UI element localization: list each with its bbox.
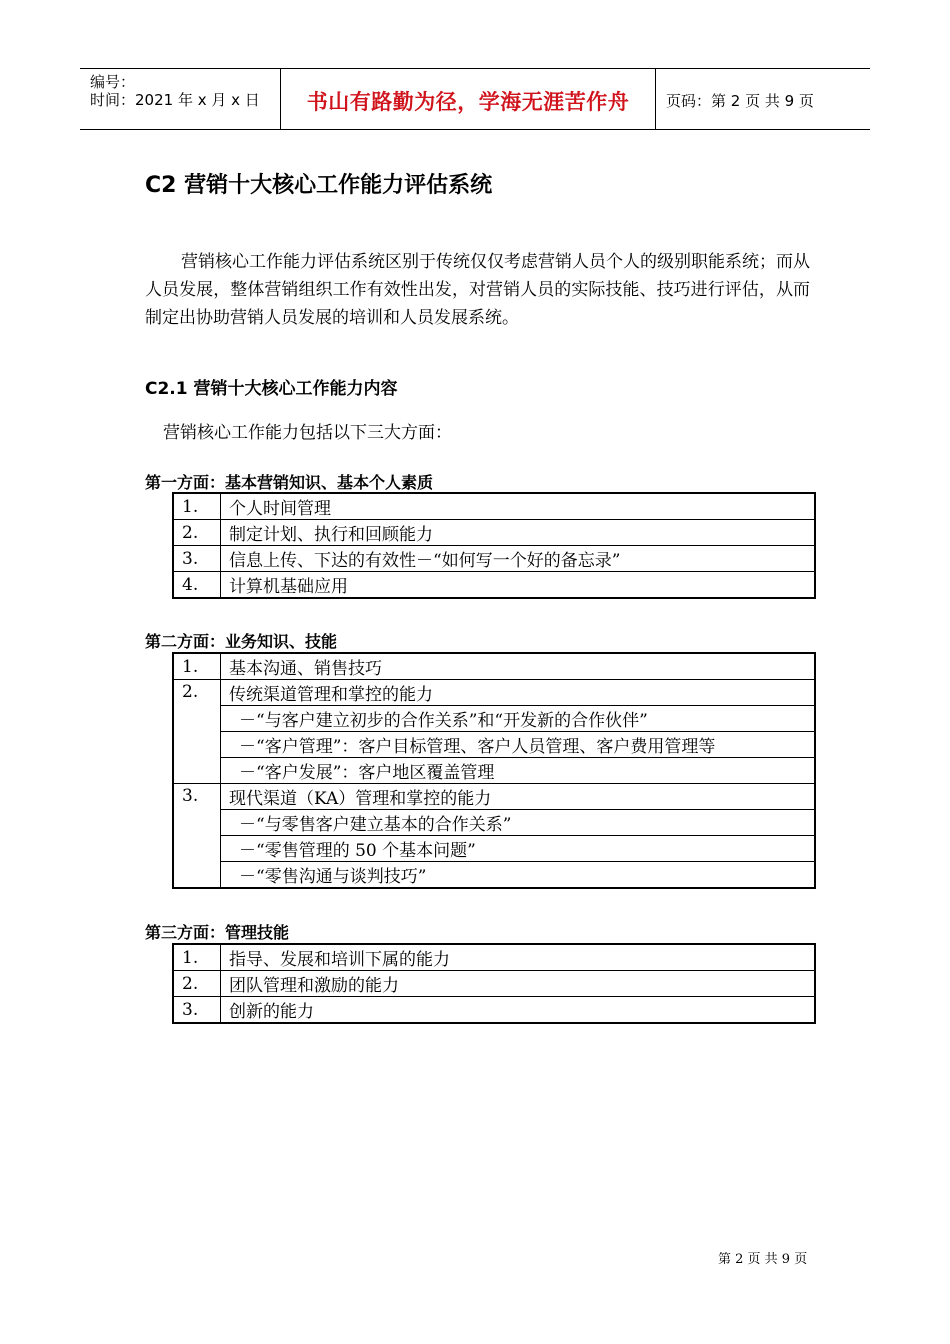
aspect1-table bbox=[172, 492, 816, 599]
row-number: 1. bbox=[173, 493, 221, 520]
table-subrow bbox=[173, 732, 815, 758]
table-subrow bbox=[173, 758, 815, 784]
table-subrow bbox=[173, 836, 815, 862]
subrow-text: －“零售沟通与谈判技巧” bbox=[221, 862, 816, 889]
aspect2-table bbox=[172, 652, 816, 889]
table-subrow bbox=[173, 862, 815, 889]
row-number: 2. bbox=[173, 971, 221, 997]
aspect1-heading: 第一方面：基本营销知识、基本个人素质 bbox=[145, 473, 434, 492]
row-text: 制定计划、执行和回顾能力 bbox=[221, 520, 816, 546]
table-row bbox=[173, 546, 815, 572]
motto-text: 书山有路勤为径，学海无涯苦作舟 bbox=[306, 90, 630, 114]
header-meta-cell bbox=[80, 69, 280, 129]
page-header bbox=[80, 68, 870, 130]
aspect3-heading: 第三方面：管理技能 bbox=[145, 923, 290, 942]
aspect3-table bbox=[172, 943, 816, 1024]
intro-paragraph: 营销核心工作能力评估系统区别于传统仅仅考虑营销人员个人的级别职能系统；而从人员发展，整体营销组织工作有效性出发，对营销人员的实际技能、技巧进行评估，从而制定出协助营销人员发展的培训和人员发展系统。 bbox=[145, 252, 810, 328]
row-number: 1. bbox=[173, 944, 221, 971]
table-row bbox=[173, 997, 815, 1024]
row-number: 4. bbox=[173, 572, 221, 599]
table-row bbox=[173, 944, 815, 971]
row-text: 基本沟通、销售技巧 bbox=[221, 653, 816, 680]
section-heading: C2.1 营销十大核心工作能力内容 bbox=[145, 379, 398, 399]
table-row bbox=[173, 493, 815, 520]
header-motto-cell bbox=[280, 69, 656, 129]
row-number: 1. bbox=[173, 653, 221, 680]
row-text: 计算机基础应用 bbox=[221, 572, 816, 599]
table-row bbox=[173, 653, 815, 680]
header-page-cell bbox=[656, 69, 870, 129]
table-subrow bbox=[173, 810, 815, 836]
serial-label: 编号： bbox=[90, 73, 136, 91]
time-label: 时间：2021 年 x 月 x 日 bbox=[90, 91, 260, 109]
table-subrow bbox=[173, 706, 815, 732]
table-row bbox=[173, 971, 815, 997]
aspect2-heading: 第二方面：业务知识、技能 bbox=[145, 632, 338, 651]
document-title: C2 营销十大核心工作能力评估系统 bbox=[145, 173, 493, 198]
row-text: 信息上传、下达的有效性－“如何写一个好的备忘录” bbox=[221, 546, 816, 572]
section-lead: 营销核心工作能力包括以下三大方面： bbox=[163, 423, 452, 443]
subrow-text: －“与零售客户建立基本的合作关系” bbox=[221, 810, 816, 836]
row-text: 创新的能力 bbox=[221, 997, 816, 1024]
page-info: 页码：第 2 页 共 9 页 bbox=[666, 92, 814, 110]
row-text: 指导、发展和培训下属的能力 bbox=[221, 944, 816, 971]
table-row bbox=[173, 572, 815, 599]
subrow-text: －“客户发展”：客户地区覆盖管理 bbox=[221, 758, 816, 784]
row-text: 团队管理和激励的能力 bbox=[221, 971, 816, 997]
subrow-text: －“零售管理的 50 个基本问题” bbox=[221, 836, 816, 862]
row-number: 3. bbox=[173, 784, 221, 889]
table-row bbox=[173, 680, 815, 706]
table-row bbox=[173, 784, 815, 810]
row-text: 个人时间管理 bbox=[221, 493, 816, 520]
row-text: 传统渠道管理和掌控的能力 bbox=[221, 680, 816, 706]
page-footer: 第 2 页 共 9 页 bbox=[718, 1252, 808, 1267]
table-row bbox=[173, 520, 815, 546]
subrow-text: －“客户管理”：客户目标管理、客户人员管理、客户费用管理等 bbox=[221, 732, 816, 758]
row-text: 现代渠道（KA）管理和掌控的能力 bbox=[221, 784, 816, 810]
row-number: 2. bbox=[173, 680, 221, 784]
row-number: 2. bbox=[173, 520, 221, 546]
row-number: 3. bbox=[173, 997, 221, 1024]
row-number: 3. bbox=[173, 546, 221, 572]
subrow-text: －“与客户建立初步的合作关系”和“开发新的合作伙伴” bbox=[221, 706, 816, 732]
